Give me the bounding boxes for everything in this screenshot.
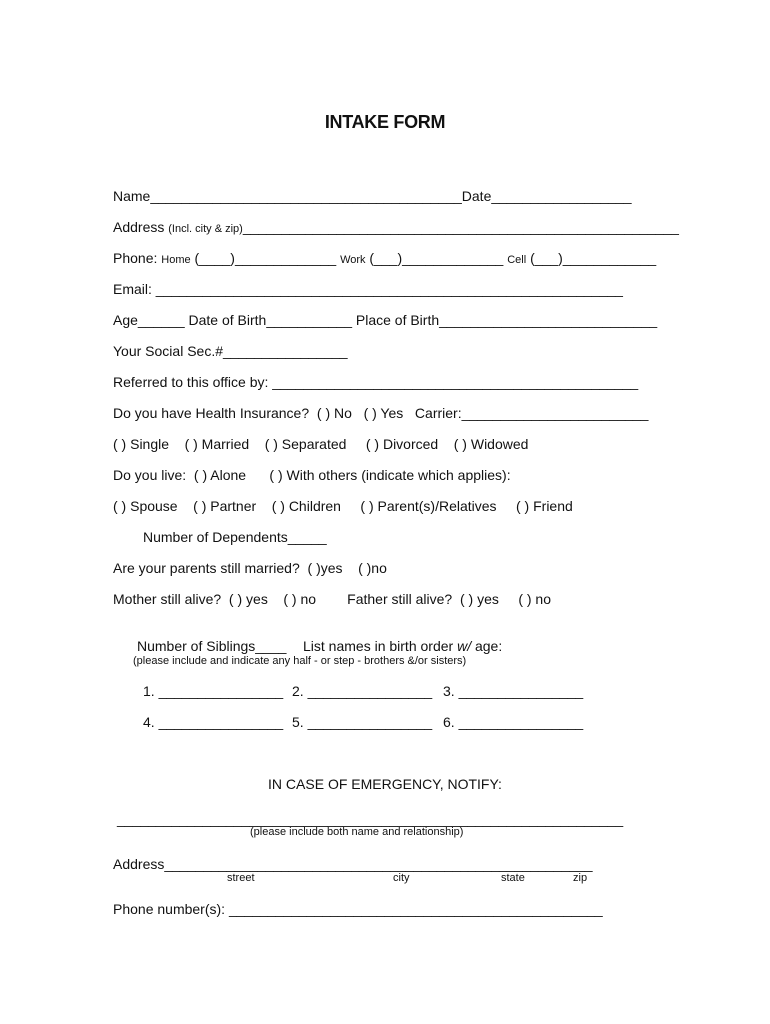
emergency-name-blank: _________________________________________________________________ — [117, 811, 624, 827]
sibling-blank-5: 5. ________________ — [292, 714, 433, 730]
phone-home-blank: (____)_____________ — [190, 250, 341, 266]
sibling-blank-3: 3. ________________ — [443, 683, 584, 699]
phone-work-blank: (___)_____________ — [365, 250, 508, 266]
age-birth-field: Age______ Date of Birth___________ Place of Birth____________________________ — [113, 312, 658, 328]
form-title: INTAKE FORM — [324, 112, 446, 132]
address-city-label: city — [393, 872, 410, 884]
emergency-heading: IN CASE OF EMERGENCY, NOTIFY: — [268, 776, 502, 792]
phone-cell-label: Cell — [507, 254, 527, 266]
phone-label: Phone: — [113, 250, 162, 266]
parents-married-field: Are your parents still married? ( )yes ( )no — [113, 560, 387, 576]
sibling-blank-2: 2. ________________ — [292, 683, 433, 699]
email-field: Email: ____________________________________________________________ — [113, 281, 623, 297]
phone-cell-blank: (___)____________ — [526, 250, 657, 266]
siblings-order-text: List names in birth order — [303, 638, 458, 654]
relations-options: ( ) Spouse ( ) Partner ( ) Children ( ) Parent(s)/Relatives ( ) Friend — [113, 498, 573, 514]
phone-work-label: Work — [340, 254, 366, 266]
living-arrangement-field: Do you live: ( ) Alone ( ) With others (indicate which applies): — [113, 467, 511, 483]
siblings-note: (please include and indicate any half - or step - brothers &/or sisters) — [133, 655, 467, 667]
siblings-order-age: age: — [471, 638, 503, 654]
siblings-order-label — [303, 637, 502, 655]
address-label: Address — [113, 219, 169, 235]
phone-home-label: Home — [161, 254, 191, 266]
parents-alive-field: Mother still alive? ( ) yes ( ) no Father still alive? ( ) yes ( ) no — [113, 591, 552, 607]
siblings-count-field: Number of Siblings____ — [137, 638, 287, 654]
emergency-phone-field: Phone number(s): ________________________________________________ — [113, 901, 603, 917]
marital-status-options: ( ) Single ( ) Married ( ) Separated ( ) Divorced ( ) Widowed — [113, 436, 529, 452]
address-blank: ________________________________________________________ — [242, 219, 679, 235]
dependents-field: Number of Dependents_____ — [143, 529, 327, 545]
emergency-address-field: Address_______________________________________________________ — [113, 856, 593, 872]
address-field — [113, 218, 679, 238]
ssn-field: Your Social Sec.#________________ — [113, 343, 348, 359]
address-zip-label: zip — [573, 872, 588, 884]
insurance-field: Do you have Health Insurance? ( ) No ( ) Yes Carrier:________________________ — [113, 405, 649, 421]
siblings-order-with: w/ — [457, 638, 472, 654]
phone-field — [113, 249, 656, 269]
address-state-label: state — [501, 872, 525, 884]
address-street-label: street — [227, 872, 255, 884]
referred-field: Referred to this office by: _______________________________________________ — [113, 374, 639, 390]
emergency-name-note: (please include both name and relationship) — [250, 826, 464, 838]
name-date-field: Name________________________________________Date__________________ — [113, 188, 632, 204]
sibling-blank-1: 1. ________________ — [143, 683, 284, 699]
sibling-blank-6: 6. ________________ — [443, 714, 584, 730]
sibling-blank-4: 4. ________________ — [143, 714, 284, 730]
address-hint: (Incl. city & zip) — [168, 223, 243, 235]
